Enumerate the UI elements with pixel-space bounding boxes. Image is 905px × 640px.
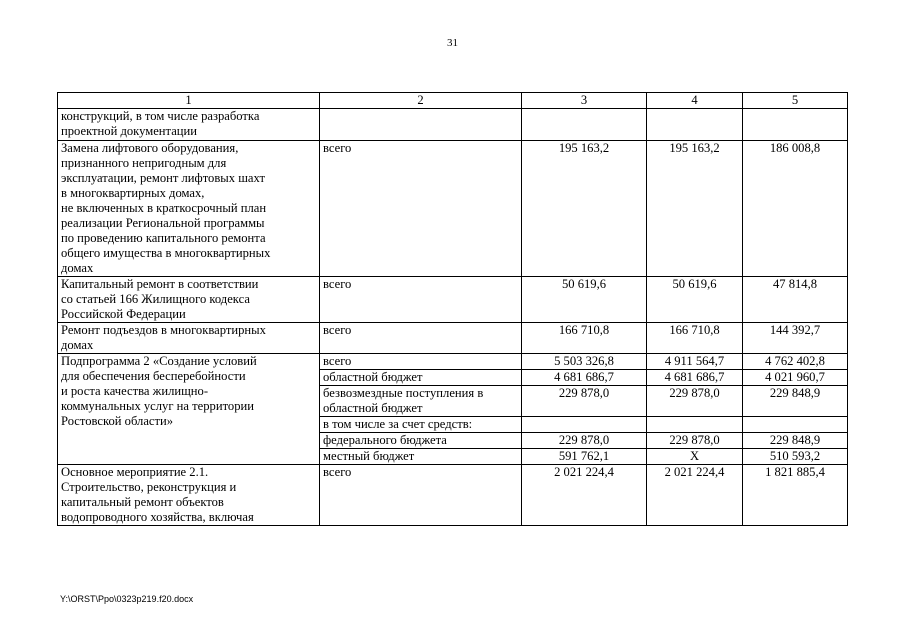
value-cell — [743, 109, 848, 141]
value-cell: 5 503 326,8 — [522, 354, 647, 370]
value-cell: 2 021 224,4 — [522, 465, 647, 526]
value-cell: 4 911 564,7 — [647, 354, 743, 370]
funding-source-cell: всего — [320, 277, 522, 323]
header-cell: 2 — [320, 93, 522, 109]
value-cell — [647, 417, 743, 433]
value-cell — [647, 109, 743, 141]
table-row — [58, 354, 848, 370]
value-cell: 591 762,1 — [522, 449, 647, 465]
value-cell: 144 392,7 — [743, 323, 848, 354]
funding-source-cell: федерального бюджета — [320, 433, 522, 449]
table-row — [58, 323, 848, 354]
table-row — [58, 465, 848, 526]
value-cell: 4 021 960,7 — [743, 370, 848, 386]
page-number: 31 — [447, 37, 458, 49]
description-cell: Основное мероприятие 2.1. Строительство, реконструкция и капитальный ремонт объектов водопроводного хозяйства, включая — [58, 465, 320, 526]
funding-source-cell: всего — [320, 354, 522, 370]
value-cell: 50 619,6 — [647, 277, 743, 323]
value-cell — [522, 109, 647, 141]
header-cell: 4 — [647, 93, 743, 109]
table-row — [58, 141, 848, 277]
value-cell: 50 619,6 — [522, 277, 647, 323]
header-cell: 3 — [522, 93, 647, 109]
value-cell: 186 008,8 — [743, 141, 848, 277]
table-row — [58, 109, 848, 141]
description-cell: Капитальный ремонт в соответствии со статьей 166 Жилищного кодекса Российской Федерации — [58, 277, 320, 323]
value-cell: 2 021 224,4 — [647, 465, 743, 526]
header-cell: 5 — [743, 93, 848, 109]
value-cell: 229 878,0 — [647, 386, 743, 417]
funding-source-cell: безвозмездные поступления в областной бюджет — [320, 386, 522, 417]
header-row — [58, 93, 848, 109]
value-cell: 166 710,8 — [522, 323, 647, 354]
value-cell: 1 821 885,4 — [743, 465, 848, 526]
value-cell: 510 593,2 — [743, 449, 848, 465]
header-cell: 1 — [58, 93, 320, 109]
funding-source-cell: всего — [320, 323, 522, 354]
funding-source-cell: всего — [320, 465, 522, 526]
document-path-footer: Y:\ORST\Ppo\0323p219.f20.docx — [60, 594, 194, 604]
value-cell: 229 878,0 — [522, 386, 647, 417]
funding-source-cell: в том числе за счет средств: — [320, 417, 522, 433]
value-cell: 166 710,8 — [647, 323, 743, 354]
value-cell: 4 681 686,7 — [522, 370, 647, 386]
description-cell: Ремонт подъездов в многоквартирных домах — [58, 323, 320, 354]
table-row — [58, 277, 848, 323]
subprogram-title-cell: Подпрограмма 2 «Создание условий для обеспечения бесперебойности и роста качества жилищно- коммунальных услуг на территории Ростовской области» — [58, 354, 320, 465]
value-cell — [743, 417, 848, 433]
value-cell: 229 878,0 — [647, 433, 743, 449]
funding-source-cell: местный бюджет — [320, 449, 522, 465]
funding-source-cell — [320, 109, 522, 141]
description-cell: Замена лифтового оборудования, признанного непригодным для эксплуатации, ремонт лифтовых шахт в многоквартирных домах, не включенных в краткосрочный план реализации Региональной программы по проведению капитального ремонта общего имущества в многоквартирных домах — [58, 141, 320, 277]
funding-source-cell: всего — [320, 141, 522, 277]
value-cell: 195 163,2 — [522, 141, 647, 277]
value-cell: 47 814,8 — [743, 277, 848, 323]
value-cell: 4 762 402,8 — [743, 354, 848, 370]
value-cell: 4 681 686,7 — [647, 370, 743, 386]
value-cell: 229 878,0 — [522, 433, 647, 449]
description-cell: конструкций, в том числе разработка проектной документации — [58, 109, 320, 141]
value-cell: 229 848,9 — [743, 433, 848, 449]
value-cell — [522, 417, 647, 433]
value-cell: Х — [647, 449, 743, 465]
value-cell: 229 848,9 — [743, 386, 848, 417]
funding-source-cell: областной бюджет — [320, 370, 522, 386]
budget-table — [57, 92, 848, 526]
value-cell: 195 163,2 — [647, 141, 743, 277]
